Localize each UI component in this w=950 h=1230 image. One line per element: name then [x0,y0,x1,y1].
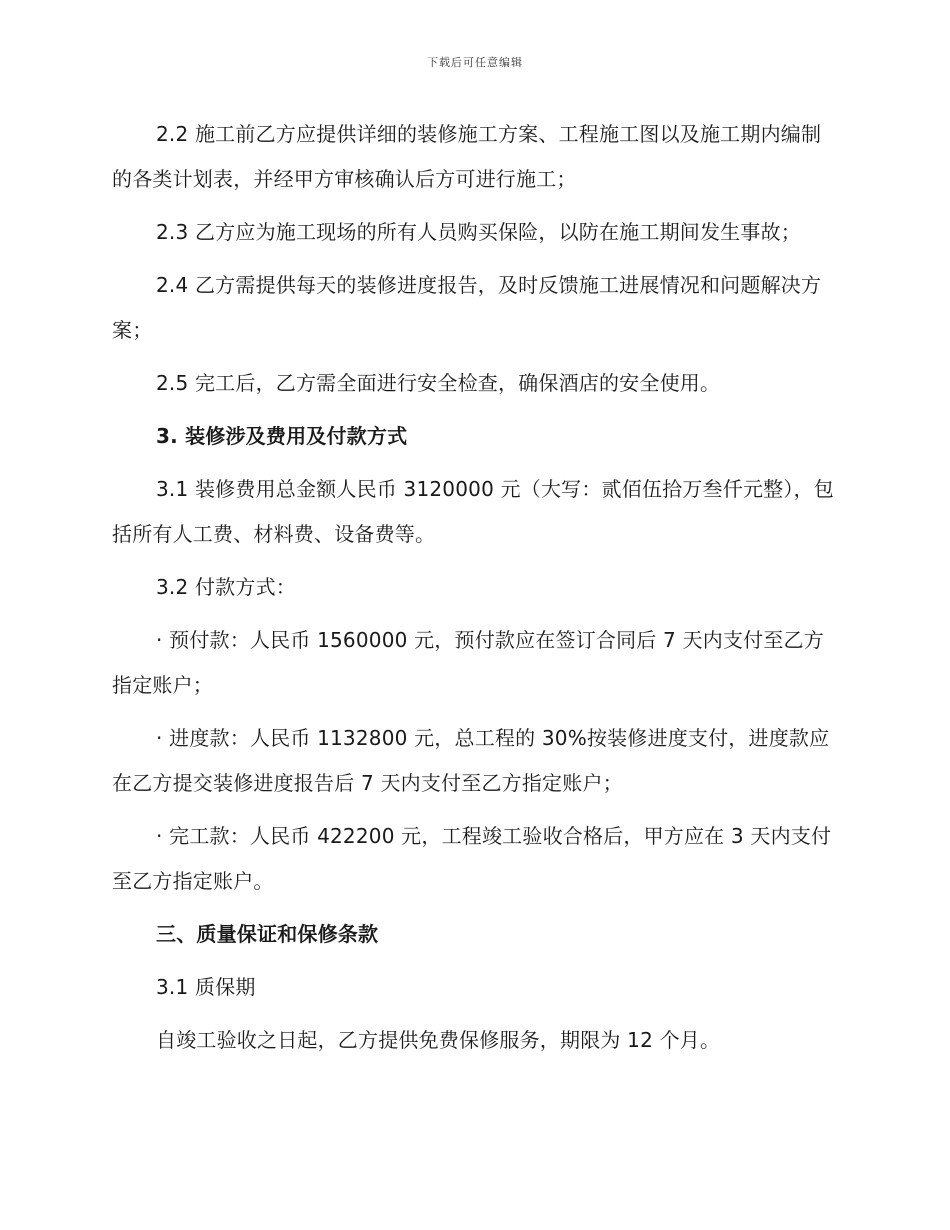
header-note: 下载后可任意编辑 [427,56,523,69]
clause-warranty-text: 自竣工验收之日起，乙方提供免费保修服务，期限为 12 个月。 [156,1028,721,1052]
clause-2-4: 2.4 乙方需提供每天的装修进度报告，及时反馈施工进展情况和问题解决方案； [112,273,822,342]
section-heading-quality: 三、质量保证和保修条款 [156,922,379,946]
clause-warranty-title: 3.1 质保期 [156,975,256,999]
clause-2-3: 2.3 乙方应为施工现场的所有人员购买保险，以防在施工期间发生事故； [156,220,801,244]
clause-3-1: 3.1 装修费用总金额人民币 3120000 元（大写：贰佰伍拾万叁仟元整），包括所有人工费、材料费、设备费等。 [112,477,834,546]
payment-completion: · 完工款：人民币 422200 元，工程竣工验收合格后，甲方应在 3 天内支付至乙方指定账户。 [112,824,832,893]
clause-2-5: 2.5 完工后，乙方需全面进行安全检查，确保酒店的安全使用。 [156,371,721,395]
payment-advance: · 预付款：人民币 1560000 元，预付款应在签订合同后 7 天内支付至乙方指定账户； [112,628,824,697]
clause-2-2: 2.2 施工前乙方应提供详细的装修施工方案、工程施工图以及施工期内编制的各类计划表，并经甲方审核确认后方可进行施工； [112,122,822,191]
clause-3-2: 3.2 付款方式： [156,575,296,599]
document-body [112,112,840,1071]
section-heading-fees: 3. 装修涉及费用及付款方式 [156,424,408,448]
payment-progress: · 进度款：人民币 1132800 元，总工程的 30%按装修进度支付，进度款应在乙方提交装修进度报告后 7 天内支付至乙方指定账户； [112,726,830,795]
